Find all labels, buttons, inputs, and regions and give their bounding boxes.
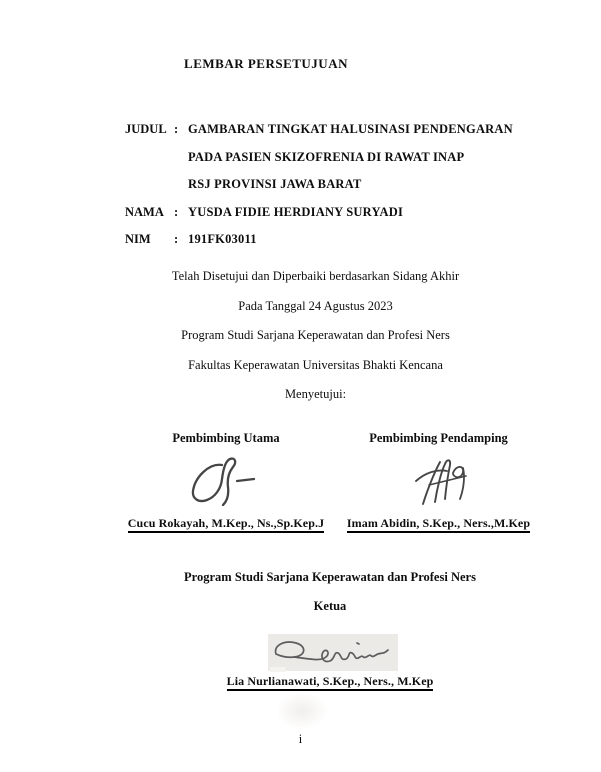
co-supervisor-signature — [337, 446, 540, 514]
chair-signature-scan-patch — [268, 634, 398, 671]
page-title: LEMBAR PERSETUJUAN — [184, 56, 348, 71]
field-separator: : — [174, 204, 179, 219]
field-row-nim — [125, 226, 555, 254]
primary-supervisor-signature — [107, 446, 345, 514]
program-department: Program Studi Sarjana Keperawatan dan Profesi Ners — [184, 570, 476, 584]
signature-image — [184, 454, 269, 506]
field-value-judul — [188, 116, 555, 199]
judul-line-3: RSJ PROVINSI JAWA BARAT — [188, 177, 362, 191]
chair-role: Ketua — [313, 599, 347, 613]
judul-line-2: PADA PASIEN SKIZOFRENIA DI RAWAT INAP — [188, 149, 465, 164]
statement-line-1: Telah Disetujui dan Diperbaiki berdasarkan Sidang Akhir — [171, 269, 460, 283]
scan-smudge — [276, 692, 328, 730]
chair-name: Lia Nurlianawati, S.Kep., Ners., M.Kep — [227, 674, 434, 691]
primary-supervisor-role: Pembimbing Utama — [172, 431, 280, 445]
primary-supervisor-name: Cucu Rokayah, M.Kep., Ns.,Sp.Kep.J — [128, 516, 324, 533]
field-row-nama — [125, 199, 555, 227]
statement-line-5: Menyetujui: — [284, 387, 347, 401]
co-supervisor-role: Pembimbing Pendamping — [369, 431, 508, 445]
signature-image — [269, 634, 397, 670]
field-value-nim: 191FK03011 — [188, 232, 257, 246]
co-supervisor-block — [337, 431, 540, 533]
field-label-nama: NAMA — [125, 204, 164, 219]
statement-line-3: Program Studi Sarjana Keperawatan dan Profesi Ners — [181, 328, 450, 342]
statement-line-2: Pada Tanggal 24 Agustus 2023 — [238, 298, 393, 313]
co-supervisor-name: Imam Abidin, S.Kep., Ners.,M.Kep — [347, 516, 530, 533]
field-separator: : — [174, 232, 179, 246]
chair-name-row — [30, 672, 601, 691]
page-number: i — [298, 732, 303, 746]
approval-statements — [15, 262, 601, 410]
judul-line-1: GAMBARAN TINGKAT HALUSINASI PENDENGARAN — [188, 122, 513, 136]
field-value-nama: YUSDA FIDIE HERDIANY SURYADI — [188, 204, 404, 219]
statement-line-4: Fakultas Keperawatan Universitas Bhakti Kencana — [188, 357, 443, 372]
identity-fields — [125, 116, 555, 254]
field-separator: : — [174, 122, 179, 136]
signature-image — [407, 454, 471, 506]
field-label-judul: JUDUL — [125, 122, 167, 136]
field-row-judul — [125, 116, 555, 199]
primary-supervisor-block — [107, 431, 345, 533]
field-label-nim: NIM — [125, 232, 151, 246]
